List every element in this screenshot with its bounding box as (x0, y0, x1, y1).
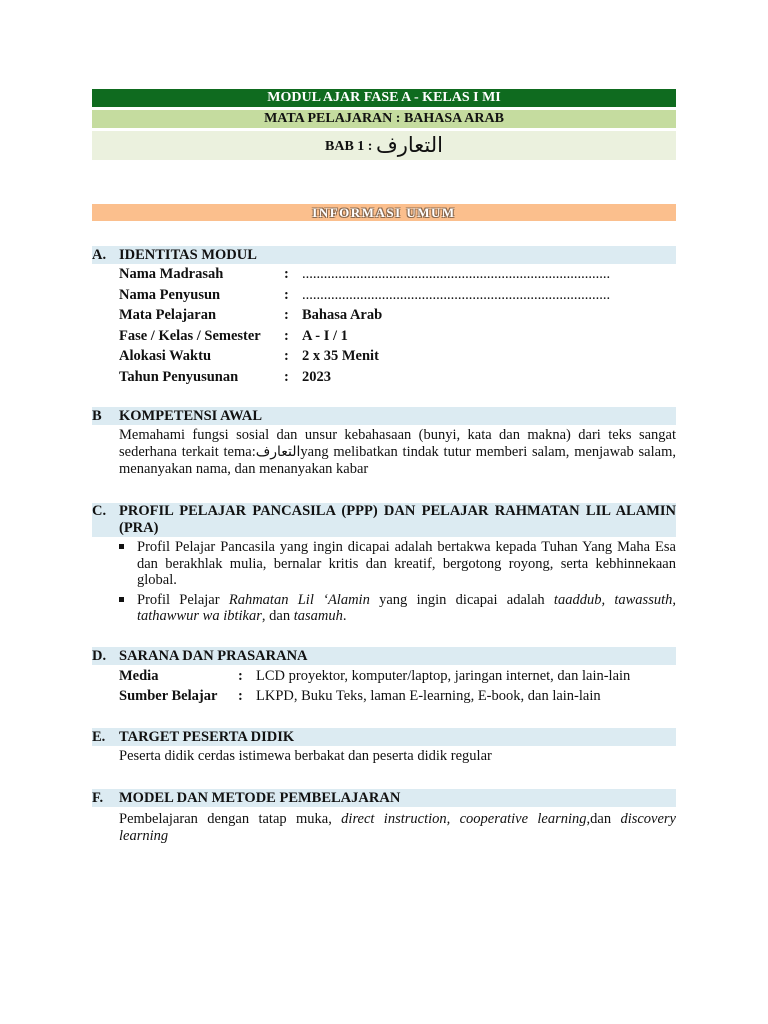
identity-row (92, 326, 676, 347)
section-title: MODEL DAN METODE PEMBELAJARAN (119, 789, 401, 806)
section-title: KOMPETENSI AWAL (119, 408, 263, 424)
section-title: IDENTITAS MODUL (119, 247, 257, 263)
italic-term: discovery learning (119, 810, 676, 844)
facility-value: LCD proyektor, komputer/laptop, jaringan internet, dan lain-lain (256, 667, 631, 684)
identity-row (92, 305, 676, 326)
text-part: Profil Pelajar (137, 591, 229, 608)
identity-row (92, 367, 676, 388)
facility-value: LKPD, Buku Teks, laman E-learning, E-book, dan lain-lain (256, 687, 601, 704)
section-letter: E. (92, 728, 106, 745)
competence-text-part: yang melibatkan tindak tutur memberi salam, menjawab salam, menanyakan nama, dan menanyakan kabar (119, 444, 676, 477)
profile-list (92, 539, 676, 625)
identity-value: A - I / 1 (302, 327, 348, 344)
competence-text-part: Memahami fungsi sosial dan unsur kebahasaan (bunyi, kata dan makna) dari teks sangat sederhana terkait tema: (119, 427, 676, 460)
section-letter: B (92, 408, 102, 424)
text-part: Pembelajaran dengan tatap muka, (119, 810, 342, 827)
identity-colon: : (284, 286, 289, 303)
text-part: . (342, 608, 347, 624)
identity-value: Bahasa Arab (302, 307, 383, 323)
identity-colon: : (284, 348, 289, 364)
identity-value: ..................................................................................... (302, 266, 611, 282)
list-item (137, 592, 676, 625)
section-letter: A. (92, 247, 107, 263)
text-part: ,dan (586, 810, 621, 827)
section-letter: F. (92, 789, 104, 806)
identity-key: Nama Penyusun (119, 286, 221, 303)
section-d-heading (92, 647, 676, 665)
identity-key: Nama Madrasah (119, 266, 224, 282)
subject-banner: MATA PELAJARAN : BAHASA ARAB (92, 110, 676, 128)
competence-arabic-term: التعارف (255, 444, 301, 460)
learning-model-text (92, 811, 676, 845)
identity-table (92, 264, 676, 387)
identity-row (92, 285, 676, 306)
chapter-banner (92, 131, 676, 160)
section-e-heading (92, 728, 676, 746)
italic-term: Rahmatan Lil ‘Alamin (228, 591, 370, 608)
facilities-table (92, 666, 676, 706)
facility-row (92, 666, 676, 686)
info-banner: INFORMASI UMUM (92, 204, 676, 221)
facility-key: Sumber Belajar (119, 687, 218, 704)
chapter-arabic-title: التعارف (375, 133, 443, 157)
identity-colon: : (284, 327, 289, 344)
section-title: TARGET PESERTA DIDIK (119, 728, 295, 745)
identity-colon: : (284, 368, 289, 385)
identity-row (92, 346, 676, 367)
section-b-heading (92, 407, 676, 425)
text-part: yang ingin dicapai adalah (369, 591, 554, 608)
section-letter: D. (92, 647, 107, 664)
initial-competence-text (92, 427, 676, 478)
identity-key: Fase / Kelas / Semester (119, 327, 261, 344)
identity-value: 2023 (302, 368, 331, 385)
identity-colon: : (284, 266, 289, 282)
section-c-heading (92, 503, 676, 537)
document-page (92, 89, 676, 845)
facility-row (92, 686, 676, 706)
facility-key: Media (119, 667, 159, 684)
section-title: PROFIL PELAJAR PANCASILA (PPP) DAN PELAJAR RAHMATAN LIL ALAMIN (PRA) (119, 503, 676, 536)
facility-colon: : (238, 667, 243, 684)
chapter-label: BAB 1 : (325, 139, 376, 154)
module-title: MODUL AJAR FASE A - KELAS I MI (92, 89, 676, 107)
section-letter: C. (92, 503, 107, 519)
section-title: SARANA DAN PRASARANA (119, 647, 308, 664)
identity-colon: : (284, 307, 289, 323)
italic-term: taaddub, tawassuth, tathawwur wa ibtikar (137, 591, 676, 624)
list-item: Profil Pelajar Pancasila yang ingin dicapai adalah bertakwa kepada Tuhan Yang Maha Esa dan berakhlak mulia, bernalar kritis dan kreatif, bergotong royong, serta kebhinnekaan global. (137, 539, 676, 588)
identity-key: Mata Pelajaran (119, 307, 217, 323)
identity-key: Tahun Penyusunan (119, 368, 239, 385)
facility-colon: : (238, 687, 243, 704)
identity-value: 2 x 35 Menit (302, 348, 379, 364)
identity-key: Alokasi Waktu (119, 348, 212, 364)
text-part: , dan (261, 608, 294, 624)
italic-term: tasamuh (293, 608, 343, 624)
target-students-text: Peserta didik cerdas istimewa berbakat dan peserta didik regular (119, 747, 492, 764)
section-a-heading (92, 246, 676, 264)
section-f-heading (92, 789, 676, 807)
italic-term: direct instruction, cooperative learning (341, 810, 587, 827)
identity-value: ..................................................................................... (302, 286, 611, 303)
identity-row (92, 264, 676, 285)
